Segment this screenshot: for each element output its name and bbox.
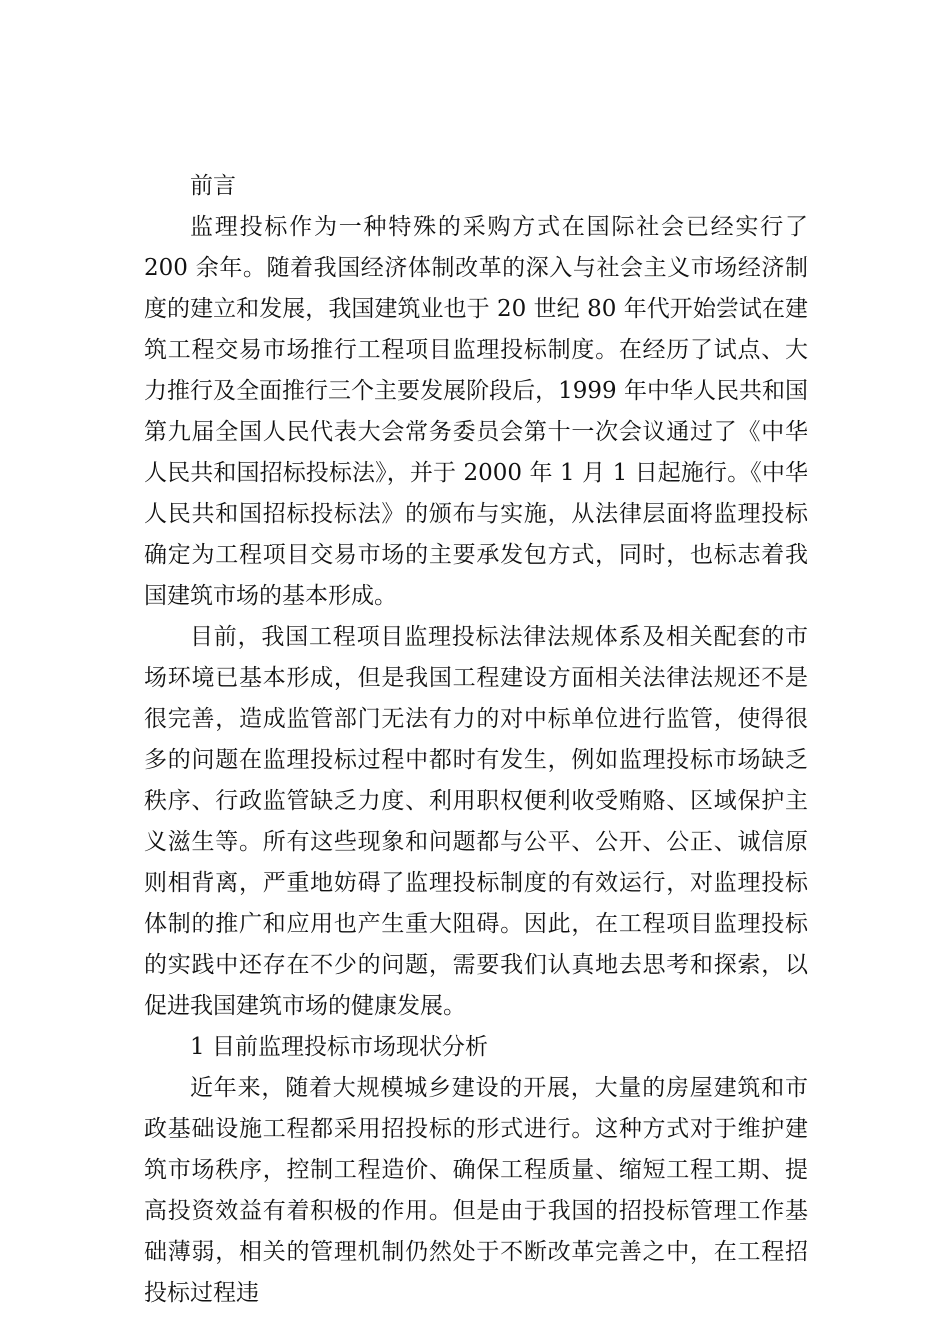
- paragraph: 近年来，随着大规模城乡建设的开展，大量的房屋建筑和市政基础设施工程都采用招投标的形式进行。这种方式对于维护建筑市场秩序，控制工程造价、确保工程质量、缩短工程工期、提高投资效益有着积极的作用。但是由于我国的招投标管理工作基础薄弱，相关的管理机制仍然处于不断改革完善之中，在工程招投标过程违: [144, 1075, 808, 1306]
- section-heading: 1 目前监理投标市场现状分析: [190, 1034, 488, 1060]
- paragraph: 目前，我国工程项目监理投标法律法规体系及相关配套的市场环境已基本形成，但是我国工程建设方面相关法律法规还不是很完善，造成监管部门无法有力的对中标单位进行监管，使得很多的问题在监理投标过程中都时有发生，例如监理投标市场缺乏秩序、行政监管缺乏力度、利用职权便利收受贿赂、区域保护主义滋生等。所有这些现象和问题都与公平、公开、公正、诚信原则相背离，严重地妨碍了监理投标制度的有效运行，对监理投标体制的推广和应用也产生重大阻碍。因此，在工程项目监理投标的实践中还存在不少的问题，需要我们认真地去思考和探索，以促进我国建筑市场的健康发展。: [144, 624, 808, 1019]
- document-body: [144, 166, 808, 1314]
- preface-heading: 前言: [190, 173, 236, 199]
- paragraph: 监理投标作为一种特殊的采购方式在国际社会已经实行了 200 余年。随着我国经济体制改革的深入与社会主义市场经济制度的建立和发展，我国建筑业也于 20 世纪 80 年代开始尝试在建筑工程交易市场推行工程项目监理投标制度。在经历了试点、大力推行及全面推行三个主要发展阶段后，1999 年中华人民共和国第九届全国人民代表大会常务委员会第十一次会议通过了《中华人民共和国招标投标法》，并于 2000 年 1 月 1 日起施行。《中华人民共和国招标投标法》的颁布与实施，从法律层面将监理投标确定为工程项目交易市场的主要承发包方式，同时，也标志着我国建筑市场的基本形成。: [144, 214, 808, 609]
